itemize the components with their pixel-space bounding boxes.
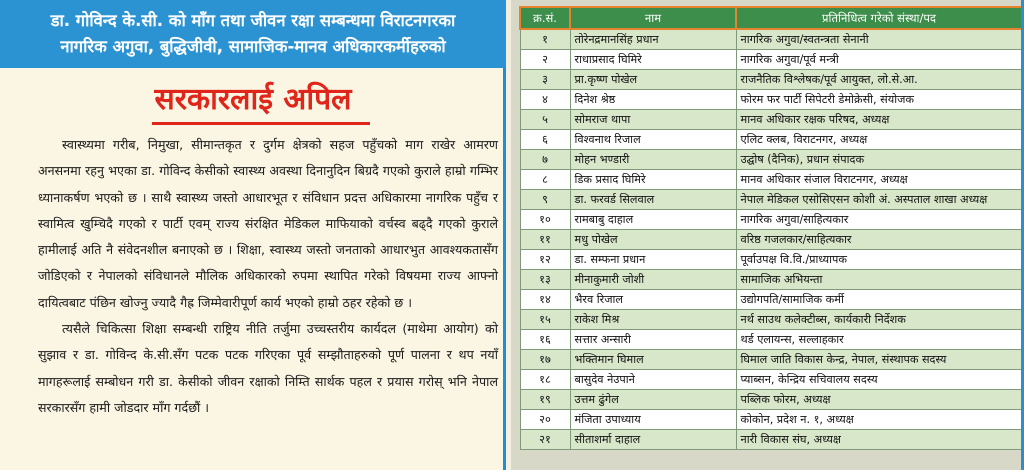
banner-line-1: डा. गोविन्द के.सी. को माँग तथा जीवन रक्षा सम्बन्धमा विराटनगरका — [50, 11, 456, 30]
cell-organization: नेपाल मेडिकल एसोसिएसन कोशी अं. अस्पताल शाखा अध्यक्ष — [736, 189, 1022, 209]
cell-name: राधाप्रसाद घिमिरे — [570, 49, 736, 69]
cell-serial: १ — [520, 29, 570, 49]
appeal-paragraph-2: त्यसैले चिकित्सा शिक्षा सम्बन्धी राष्ट्रिय नीति तर्जुमा उच्चस्तरीय कार्यदल (माथेमा आयोग) को सुझाव र डा. गोविन्द के.सी.सँग पटक पटक गरिएका पूर्व सम्झौताहरुको पूर्ण पालना र थप नयाँ मागहरूलाई सम्बोधन गरी डा. केसीको जीवन रक्षाको निम्ति सार्थक पहल र प्रयास गरोस् भनि नेपाल सरकारसँग हामी जोडदार माँग गर्दछौं । — [38, 321, 498, 415]
appeal-banner — [0, 0, 506, 68]
table-row — [520, 29, 1022, 49]
table-row — [520, 89, 1022, 109]
cell-organization: राजनैतिक विश्लेषक/पूर्व आयुक्त, लो.से.आ. — [736, 69, 1022, 89]
cell-serial: १८ — [520, 370, 570, 390]
cell-serial: ५ — [520, 109, 570, 129]
cell-serial: ८ — [520, 169, 570, 189]
cell-organization: फोरम फर पार्टी सिपेटरी डेमोक्रेसी, संयोजक — [736, 89, 1022, 109]
cell-serial: ९ — [520, 189, 570, 209]
cell-name: भैरव रिजाल — [570, 290, 736, 310]
cell-organization: नागरिक अगुवा/पूर्व मन्त्री — [736, 49, 1022, 69]
table-row — [520, 290, 1022, 310]
appeal-panel — [0, 0, 506, 470]
table-row — [520, 169, 1022, 189]
cell-serial: २ — [520, 49, 570, 69]
cell-name: मधु पोखेल — [570, 229, 736, 249]
cell-serial: १६ — [520, 330, 570, 350]
cell-organization: उद्योगपति/सामाजिक कर्मी — [736, 290, 1022, 310]
cell-serial: ४ — [520, 89, 570, 109]
table-row — [520, 69, 1022, 89]
cell-organization: मानव अधिकार संजाल विराटनगर, अध्यक्ष — [736, 169, 1022, 189]
cell-organization: पब्लिक फोरम, अध्यक्ष — [736, 390, 1022, 410]
cell-organization: कोकोन, प्रदेश न. १, अध्यक्ष — [736, 410, 1022, 430]
cell-organization: नारी विकास संघ, अध्यक्ष — [736, 430, 1022, 450]
title-underline — [152, 122, 370, 125]
cell-organization: नागरिक अगुवा/स्वतन्त्रता सेनानी — [736, 29, 1022, 49]
table-row — [520, 189, 1022, 209]
appeal-paragraph-1: स्वास्थ्यमा गरीब, निमुखा, सीमान्तकृत र दुर्गम क्षेत्रको सहज पहुँचको माग राखेर आमरण अनसनमा रहनु भएका डा. गोविन्द केसीको स्वास्थ्य अवस्था दिनानुदिन बिग्रदै गएको कुराले हाम्रो गम्भिर ध्यानाकर्षण भएको छ । साथै स्वास्थ्य जस्तो आधारभूत र संविधान प्रदत्त अधिकारमा नागरिक पहुँच र स्वामित्व खुम्चिदै गएको र पार्टी एवम् राज्य संरक्षित मेडिकल माफियाको वर्चस्व बढ्दै गएको कुराले हामीलाई अति नै संवेदनशील बनाएको छ । शिक्षा, स्वास्थ्य जस्तो जनताको आधारभुत आवश्यकतासँग जोडिएको र नेपालको संविधानले मौलिक अधिकारको रुपमा स्थापित गरेको विषयमा राज्य आफ्नो दायित्वबाट पंछिन खोज्नु ज्यादै गैह्र जिम्मेवारीपूर्ण कार्य भएको हाम्रो ठहर रहेको छ । — [38, 137, 498, 310]
table-row — [520, 410, 1022, 430]
cell-organization: मानव अधिकार रक्षक परिषद, अध्यक्ष — [736, 109, 1022, 129]
cell-serial: १४ — [520, 290, 570, 310]
signatories-table — [519, 6, 1023, 450]
table-row — [520, 370, 1022, 390]
cell-serial: २१ — [520, 430, 570, 450]
table-row — [520, 310, 1022, 330]
cell-name: मोहन भण्डारी — [570, 149, 736, 169]
cell-name: उत्तम ढुंगेल — [570, 390, 736, 410]
table-row — [520, 430, 1022, 450]
cell-name: सीताशर्मा दाहाल — [570, 430, 736, 450]
banner-line-2: नागरिक अगुवा, बुद्धिजीवी, सामाजिक-मानव अधिकारकर्मीहरुको — [60, 37, 446, 56]
cell-organization: घिमाल जाति विकास केन्द्र, नेपाल, संस्थापक सदस्य — [736, 350, 1022, 370]
cell-organization: पूर्वाउपक्ष वि.वि./प्राध्यापक — [736, 250, 1022, 270]
cell-organization: उद्घोष (दैनिक), प्रधान संपादक — [736, 149, 1022, 169]
cell-serial: १० — [520, 209, 570, 229]
cell-name: सोमराज थापा — [570, 109, 736, 129]
cell-serial: १७ — [520, 350, 570, 370]
table-row — [520, 149, 1022, 169]
cell-organization: सामाजिक अभियन्ता — [736, 270, 1022, 290]
cell-name: प्रा.कृष्ण पोखेल — [570, 69, 736, 89]
cell-name: विश्वनाथ रिजाल — [570, 129, 736, 149]
header-serial: क्र.सं. — [520, 7, 570, 29]
cell-serial: ११ — [520, 229, 570, 249]
cell-serial: १३ — [520, 270, 570, 290]
cell-name: सत्तार अन्सारी — [570, 330, 736, 350]
cell-serial: ३ — [520, 69, 570, 89]
table-row — [520, 49, 1022, 69]
cell-name: राकेश मिश्र — [570, 310, 736, 330]
cell-serial: १२ — [520, 250, 570, 270]
table-row — [520, 330, 1022, 350]
cell-name: तोरेनद्रमानसिंह प्रधान — [570, 29, 736, 49]
page-title: सरकारलाई अपिल — [154, 82, 352, 117]
table-row — [520, 209, 1022, 229]
cell-name: रामबाबु दाहाल — [570, 209, 736, 229]
cell-name: डा. फरवर्ड सिलवाल — [570, 189, 736, 209]
table-row — [520, 229, 1022, 249]
cell-serial: २० — [520, 410, 570, 430]
cell-name: मीनाकुमारी जोशी — [570, 270, 736, 290]
table-row — [520, 109, 1022, 129]
cell-serial: ६ — [520, 129, 570, 149]
signatories-panel — [511, 0, 1024, 470]
cell-name: डा. सम्फना प्रधान — [570, 250, 736, 270]
table-row — [520, 129, 1022, 149]
table-row — [520, 270, 1022, 290]
header-organization: प्रतिनिधित्व गरेको संस्था/पद — [736, 7, 1022, 29]
cell-organization: एलिट क्लब, विराटनगर, अध्यक्ष — [736, 129, 1022, 149]
cell-organization: वरिष्ठ गजलकार/साहित्यकार — [736, 229, 1022, 249]
cell-serial: ७ — [520, 149, 570, 169]
cell-organization: प्याब्सन, केन्द्रिय सचिवालय सदस्य — [736, 370, 1022, 390]
cell-organization: थर्ड एलायन्स, सल्लाहकार — [736, 330, 1022, 350]
cell-organization: नर्थ साउथ कलेक्टीब्स, कार्यकारी निर्देशक — [736, 310, 1022, 330]
table-row — [520, 350, 1022, 370]
cell-name: बासुदेव नेउपाने — [570, 370, 736, 390]
cell-serial: १९ — [520, 390, 570, 410]
cell-name: भक्तिमान घिमाल — [570, 350, 736, 370]
cell-name: दिनेश श्रेष्ठ — [570, 89, 736, 109]
cell-organization: नागरिक अगुवा/साहित्यकार — [736, 209, 1022, 229]
cell-name: डिक प्रसाद घिमिरे — [570, 169, 736, 189]
appeal-body — [38, 132, 498, 421]
header-name: नाम — [570, 7, 736, 29]
cell-name: मंजिता उपाध्याय — [570, 410, 736, 430]
table-header-row — [520, 7, 1022, 29]
table-row — [520, 250, 1022, 270]
table-row — [520, 390, 1022, 410]
cell-serial: १५ — [520, 310, 570, 330]
